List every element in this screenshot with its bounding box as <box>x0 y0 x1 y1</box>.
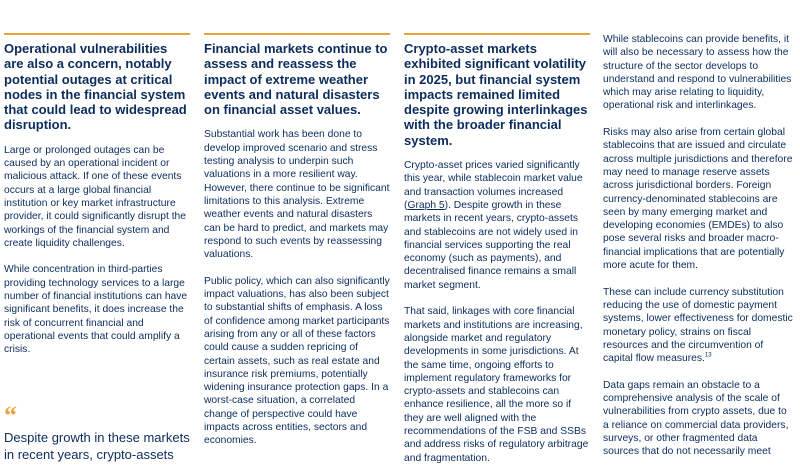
section-heading: Operational vulnerabilities are also a concern, notably potential outages at critical nodes in the financial system that could lead to widespread disruption. <box>4 41 187 133</box>
graph-5-link[interactable]: Graph 5 <box>407 199 445 211</box>
section-divider <box>204 33 390 35</box>
paragraph-text: These can include currency substitution reducing the use of domestic payment systems, lower effectiveness for domestic monetary policy, strains on fiscal resources and the circumvention of capital flow measures. <box>603 286 793 365</box>
pull-quote: Despite growth in these markets in recent years, crypto-assets <box>4 429 190 462</box>
body-paragraph: Data gaps remain an obstacle to a comprehensive analysis of the scale of vulnerabilities from crypto assets, due to a reliance on commercial data providers, surveys, or other fragmented data sources that do not necessarily meet <box>603 379 789 458</box>
body-paragraph: While concentration in third-parties providing technology services to a large number of financial institutions can have significant benefits, it does increase the risk of concurrent financial and operational events that could amplify a crisis. <box>4 264 188 356</box>
body-paragraph: Large or prolonged outages can be caused by an operational incident or malicious attack. If one of these events occurs at a large global financial institution or key market infrastructure provider, it could significantly disrupt the workings of the financial system and create liquidity challenges. <box>4 144 187 249</box>
body-paragraph <box>404 159 590 292</box>
paragraph-text: Crypto-asset prices varied significantly this year, while stablecoin market value and transaction volumes increased ( <box>404 160 583 211</box>
column-crypto-assets <box>404 0 590 464</box>
column-stablecoins <box>603 0 793 458</box>
column-financial-markets <box>204 0 390 445</box>
body-paragraph <box>603 286 793 366</box>
section-heading: Crypto-asset markets exhibited significant volatility in 2025, but financial system impacts remained limited despite growing interlinkages with the broader financial system. <box>404 41 588 148</box>
section-heading: Financial markets continue to assess and reassess the impact of extreme weather events and natural disasters on financial asset values. <box>204 41 388 118</box>
quote-mark-icon: “ <box>4 400 17 430</box>
column-operational-vulnerabilities <box>4 0 190 462</box>
body-paragraph: Risks may also arise from certain global stablecoins that are issued and circulate across multiple jurisdictions and therefore may need to manage reserve assets across jurisdictional borders. Foreign currency-denominated stablecoins are seen by many emerging market and developing economies (EMDEs) to also pose several risks and broader macro-financial implications that are potentially more acute for them. <box>603 127 793 272</box>
body-paragraph: That said, linkages with core financial markets and institutions are increasing, alongside market and regulatory developments in some jurisdictions. At the same time, ongoing efforts to implement regulatory frameworks for crypto-assets and stablecoins can enhance resilience, all the more so if they are well aligned with the recommendations of the FSB and SSBs and address risks of regulatory arbitrage and fragmentation. <box>404 306 589 464</box>
paragraph-text: ). Despite growth in these markets in recent years, crypto-assets and stablecoins are not widely used in financial services supporting the real economy (such as payments), and decentralised finance remains a small market segment. <box>404 199 579 291</box>
body-paragraph: Substantial work has been done to develop improved scenario and stress testing analysis to underpin such valuations in a more resilient way. However, there continue to be significant limitations to this analysis. Extreme weather events and natural disasters can be hard to predict, and markets may respond to such events by reassessing valuations. <box>204 129 390 261</box>
section-divider <box>4 33 190 35</box>
body-paragraph: Public policy, which can also significantly impact valuations, has also been subject to substantial shifts of emphasis. A loss of confidence among market participants arising from any or all of these factors could cause a sudden repricing of certain assets, such as real estate and insurance risk premiums, potentially widening insurance protection gaps. In a worst-case situation, a correlated change of perspective could have impacts across entities, sectors and economies. <box>204 275 390 447</box>
section-divider <box>404 33 590 35</box>
body-paragraph: While stablecoins can provide benefits, it will also be necessary to assess how the structure of the sector develops to understand and respond to vulnerabilities which may arise relating to liquidity, operational risk and interlinkages. <box>603 34 792 112</box>
footnote-marker[interactable]: 13 <box>704 352 712 359</box>
